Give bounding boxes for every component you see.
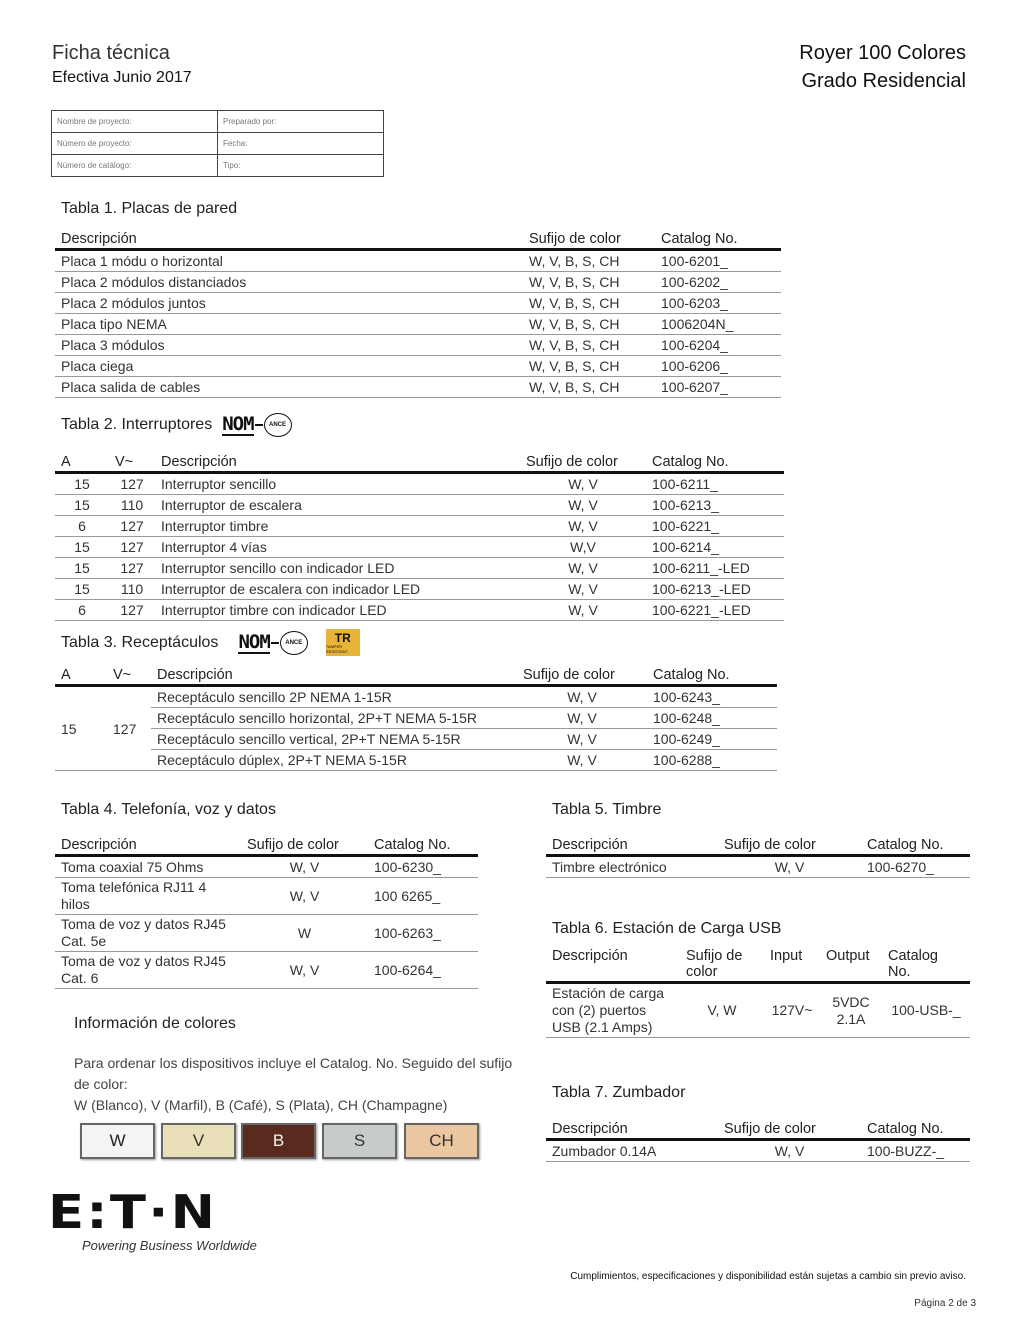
col-description: Descripción (55, 835, 241, 856)
table-cell: 100-6214_ (646, 537, 784, 558)
table-cell: Interruptor de escalera (155, 495, 520, 516)
table-cell: Placa tipo NEMA (55, 314, 523, 335)
table-cell: W, V (520, 473, 646, 495)
table-cell: 100-6206_ (655, 356, 781, 377)
table-cell: 15 (55, 473, 109, 495)
effective-date: Efectiva Junio 2017 (52, 69, 192, 86)
table-row (55, 729, 777, 750)
table-cell: W, V, B, S, CH (523, 356, 655, 377)
table-cell: 127 (109, 473, 155, 495)
table-cell: Zumbador 0.14A (546, 1140, 718, 1162)
table7-title: Tabla 7. Zumbador (552, 1084, 686, 1101)
table-cell: 15 (55, 495, 109, 516)
col-catalog-no: Catalog No. (368, 835, 478, 856)
col-description: Descripción (546, 1119, 718, 1140)
table-cell: W, V, B, S, CH (523, 377, 655, 398)
col-catalog-no: Catalog No. (647, 665, 777, 686)
table-cell: 15 (55, 537, 109, 558)
col-color-suffix: Sufijo de color (718, 1119, 861, 1140)
table4-telecom (55, 835, 478, 989)
table5-doorbell (546, 835, 970, 878)
table-cell: Toma telefónica RJ11 4 hilos (55, 878, 241, 915)
table-cell: Receptáculo sencillo vertical, 2P+T NEMA 5-15R (151, 729, 517, 750)
table-cell: 110 (109, 579, 155, 600)
table-row (55, 250, 781, 272)
table-cell: Placa 3 módulos (55, 335, 523, 356)
table-row (55, 356, 781, 377)
table-cell: 5VDC 2.1A (820, 983, 882, 1038)
table-row (546, 1140, 970, 1162)
table-row (55, 272, 781, 293)
table-cell: 127 (109, 516, 155, 537)
page-number: Página 2 de 3 (914, 1298, 976, 1309)
table-row (55, 558, 784, 579)
table-cell: Interruptor 4 vías (155, 537, 520, 558)
table-cell: W, V (520, 579, 646, 600)
colors-legend: W (Blanco), V (Marfil), B (Café), S (Plata), CH (Champagne) (74, 1097, 448, 1113)
table-cell: 100-6221_ (646, 516, 784, 537)
table-cell: 100-6213_-LED (646, 579, 784, 600)
table-cell: Interruptor timbre (155, 516, 520, 537)
table-row (55, 516, 784, 537)
table-cell: 110 (109, 495, 155, 516)
table3-title: Tabla 3. Receptáculos (61, 633, 219, 651)
table-row (55, 750, 777, 771)
col-catalog-no: Catalog No. (882, 946, 970, 983)
col-description: Descripción (546, 835, 718, 856)
table-cell: W, V (520, 495, 646, 516)
table5-title: Tabla 5. Timbre (552, 801, 662, 818)
table-cell: Receptáculo dúplex, 2P+T NEMA 5-15R (151, 750, 517, 771)
table-row (55, 856, 478, 878)
color-swatch: CH (404, 1123, 479, 1159)
table-cell: 100-6264_ (368, 952, 478, 989)
col-catalog-no: Catalog No. (861, 835, 970, 856)
col-color-suffix: Sufijo de color (718, 835, 861, 856)
table-row (55, 952, 478, 989)
table-cell: 100-6230_ (368, 856, 478, 878)
col-amps: A (55, 452, 109, 473)
table-cell: 100-6221_-LED (646, 600, 784, 621)
col-description: Descripción (546, 946, 680, 983)
table-row (55, 314, 781, 335)
table3-title-row (61, 629, 360, 656)
tamper-resistant-badge: TR TAMPER RESISTANT (326, 629, 360, 656)
table-cell: V, W (680, 983, 764, 1038)
table-cell: W, V, B, S, CH (523, 250, 655, 272)
nom-ance-logo: NOM ANCE (222, 413, 291, 437)
project-name-field[interactable]: Nombre de proyecto: (52, 111, 218, 133)
table-cell: Estación de carga con (2) puertos USB (2.1 Amps) (546, 983, 680, 1038)
table-row (55, 495, 784, 516)
col-amps: A (55, 665, 107, 686)
table-cell: W, V, B, S, CH (523, 335, 655, 356)
catalog-number-field[interactable]: Número de catálogo: (52, 155, 218, 177)
nom-ance-logo: NOM ANCE (238, 631, 307, 655)
table-cell: 100-6249_ (647, 729, 777, 750)
disclaimer: Cumplimientos, especificaciones y disponibilidad están sujetas a cambio sin previo aviso. (570, 1271, 966, 1282)
col-volts: V~ (109, 452, 155, 473)
table6-title: Tabla 6. Estación de Carga USB (552, 920, 782, 937)
table-cell: 127 (109, 600, 155, 621)
col-volts: V~ (107, 665, 151, 686)
col-color-suffix: Sufijo de color (523, 229, 655, 250)
table-cell: W, V (517, 686, 647, 708)
table-cell: Placa 2 módulos distanciados (55, 272, 523, 293)
table-row (546, 983, 970, 1038)
table-cell: W, V (517, 708, 647, 729)
table-cell: Receptáculo sencillo horizontal, 2P+T NEMA 5-15R (151, 708, 517, 729)
table-cell: 1006204N_ (655, 314, 781, 335)
table-row (55, 708, 777, 729)
table-cell: W, V (241, 878, 368, 915)
table-cell: W, V (520, 600, 646, 621)
table-row (55, 686, 777, 708)
table-row (55, 335, 781, 356)
eaton-wordmark: E:T·N (48, 1185, 218, 1239)
table-cell: 100-6270_ (861, 856, 970, 878)
table-cell: W, V, B, S, CH (523, 293, 655, 314)
table-cell: W, V, B, S, CH (523, 314, 655, 335)
col-color-suffix: Sufijo de color (680, 946, 764, 983)
table-cell: 100-6202_ (655, 272, 781, 293)
table-cell: 100-6213_ (646, 495, 784, 516)
table2-title: Tabla 2. Interruptores (61, 416, 213, 433)
table-cell: 100-BUZZ-_ (861, 1140, 970, 1162)
table4-title: Tabla 4. Telefonía, voz y datos (61, 801, 276, 818)
product-grade: Grado Residencial (801, 70, 966, 92)
table-cell: W, V (517, 729, 647, 750)
table-cell: Placa 2 módulos juntos (55, 293, 523, 314)
type-field[interactable]: Tipo: (218, 155, 384, 177)
table-cell: 100-6243_ (647, 686, 777, 708)
table-cell: W,V (520, 537, 646, 558)
table-cell: W, V (241, 952, 368, 989)
eaton-logo (48, 1185, 257, 1253)
col-output: Output (820, 946, 882, 983)
table-cell: Timbre electrónico (546, 856, 718, 878)
table-row (55, 579, 784, 600)
col-description: Descripción (55, 229, 523, 250)
table-cell: 100 6265_ (368, 878, 478, 915)
table-row (55, 293, 781, 314)
table-row (55, 600, 784, 621)
colors-info-text: Para ordenar los dispositivos incluye el Catalog. No. Seguido del sufijo de color: W (Blanco), V (Marfil), B (Café), S (Plata), CH (Champagne) (74, 1053, 514, 1116)
table-cell: W (241, 915, 368, 952)
color-swatch: V (161, 1123, 236, 1159)
col-color-suffix: Sufijo de color (520, 452, 646, 473)
table2-switches (55, 452, 784, 621)
table-cell: 100-USB-_ (882, 983, 970, 1038)
table-cell: 100-6207_ (655, 377, 781, 398)
table-cell: 100-6288_ (647, 750, 777, 771)
table-cell: W, V (718, 856, 861, 878)
col-description: Descripción (151, 665, 517, 686)
table-cell: W, V (520, 558, 646, 579)
table3-receptacles (55, 665, 777, 771)
table-cell: W, V, B, S, CH (523, 272, 655, 293)
table-cell: 100-6211_ (646, 473, 784, 495)
table-row (55, 473, 784, 495)
table-cell: Interruptor sencillo (155, 473, 520, 495)
table-cell: 100-6211_-LED (646, 558, 784, 579)
col-input: Input (764, 946, 820, 983)
table-cell: W, V (718, 1140, 861, 1162)
table-cell: 100-6201_ (655, 250, 781, 272)
table-cell: Placa ciega (55, 356, 523, 377)
table-cell: 127 (107, 686, 151, 771)
table-cell: 100-6204_ (655, 335, 781, 356)
table-cell: W, V (520, 516, 646, 537)
table-cell: 100-6263_ (368, 915, 478, 952)
table-cell: Placa salida de cables (55, 377, 523, 398)
table1-wall-plates (55, 229, 781, 398)
color-swatch: S (322, 1123, 397, 1159)
table-row (55, 537, 784, 558)
color-swatch: B (241, 1123, 316, 1159)
color-swatch: W (80, 1123, 155, 1159)
doc-type: Ficha técnica (52, 42, 170, 64)
table-cell: Interruptor sencillo con indicador LED (155, 558, 520, 579)
table-cell: 15 (55, 686, 107, 771)
col-catalog-no: Catalog No. (861, 1119, 970, 1140)
table-cell: 127 (109, 558, 155, 579)
table-cell: 127V~ (764, 983, 820, 1038)
table-cell: Toma de voz y datos RJ45 Cat. 6 (55, 952, 241, 989)
eaton-tagline: Powering Business Worldwide (82, 1238, 257, 1253)
project-form (51, 110, 384, 177)
col-color-suffix: Sufijo de color (241, 835, 368, 856)
table-cell: 100-6203_ (655, 293, 781, 314)
date-field[interactable]: Fecha: (218, 133, 384, 155)
table2-title-row (61, 413, 292, 437)
table-cell: Placa 1 módu o horizontal (55, 250, 523, 272)
table-cell: Toma coaxial 75 Ohms (55, 856, 241, 878)
table-row (55, 878, 478, 915)
table-cell: 6 (55, 516, 109, 537)
table-cell: Interruptor timbre con indicador LED (155, 600, 520, 621)
table-cell: 100-6248_ (647, 708, 777, 729)
col-color-suffix: Sufijo de color (517, 665, 647, 686)
col-description: Descripción (155, 452, 520, 473)
col-catalog-no: Catalog No. (655, 229, 781, 250)
table6-usb-charger (546, 946, 970, 1038)
table-cell: Receptáculo sencillo 2P NEMA 1-15R (151, 686, 517, 708)
table-cell: Interruptor de escalera con indicador LED (155, 579, 520, 600)
table-row (55, 915, 478, 952)
table-cell: 15 (55, 579, 109, 600)
product-line: Royer 100 Colores (799, 42, 966, 64)
table-row (55, 377, 781, 398)
table-cell: Toma de voz y datos RJ45 Cat. 5e (55, 915, 241, 952)
project-number-field[interactable]: Número de proyecto: (52, 133, 218, 155)
colors-info-title: Información de colores (74, 1015, 236, 1032)
table-cell: W, V (517, 750, 647, 771)
table1-title: Tabla 1. Placas de pared (61, 200, 238, 217)
prepared-by-field[interactable]: Preparado por: (218, 111, 384, 133)
table-row (546, 856, 970, 878)
table-cell: W, V (241, 856, 368, 878)
table-cell: 6 (55, 600, 109, 621)
table-cell: 15 (55, 558, 109, 579)
table-cell: 127 (109, 537, 155, 558)
table7-buzzer (546, 1119, 970, 1162)
col-catalog-no: Catalog No. (646, 452, 784, 473)
